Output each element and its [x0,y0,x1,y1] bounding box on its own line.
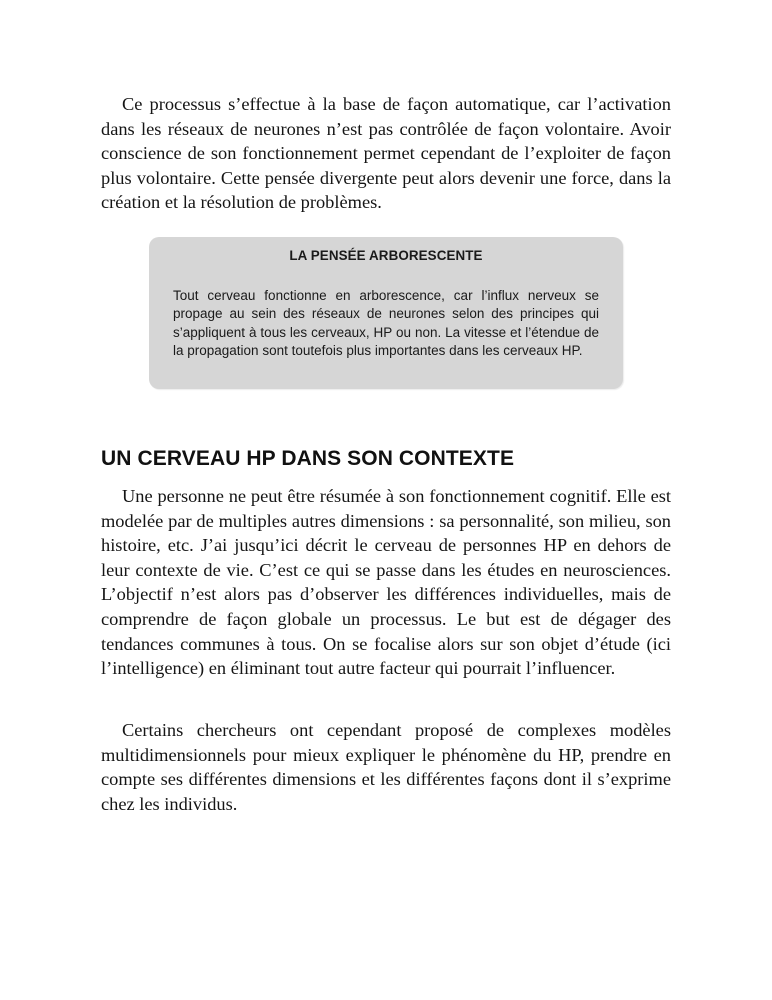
body-paragraph-3: Certains chercheurs ont cependant proposé de complexes modèles multidimensionnels pour mieux expliquer le phénomène du HP, prendre en compte ses différentes dimensions et les différentes façons dont il s’exprime chez les individus. [101,720,671,814]
info-box-text: Tout cerveau fonctionne en arborescence, car l’influx nerveux se propage au sein des réseaux de neurones selon des principes qui s’appliquent à tous les cerveaux, HP ou non. La vitesse et l’étendue de la propagation sont toutefois plus importantes dans les cerveaux HP. [173,288,599,359]
info-box [149,237,623,389]
info-box-title: LA PENSÉE ARBORESCENTE [289,248,483,263]
section-heading: UN CERVEAU HP DANS SON CONTEXTE [101,447,515,470]
body-paragraph-1: Ce processus s’effectue à la base de façon automatique, car l’activation dans les réseaux de neurones n’est pas contrôlée de façon volontaire. Avoir conscience de son fonctionnement permet cependant de l’exploiter de façon plus volontaire. Cette pensée divergente peut alors devenir une force, dans la création et la résolution de problèmes. [101,94,671,213]
body-paragraph-2: Une personne ne peut être résumée à son fonctionnement cognitif. Elle est modelée par de multiples autres dimensions : sa personnalité, son milieu, son histoire, etc. J’ai jusqu’ici décrit le cerveau de personnes HP en dehors de leur contexte de vie. C’est ce qui se passe dans les études en neurosciences. L’objectif n’est alors pas d’observer les différences individuelles, mais de comprendre de façon globale un processus. Le but est de dégager des tendances communes à tous. On se focalise alors sur son objet d’étude (ici l’intelligence) en éliminant tout autre facteur qui pourrait l’influencer. [101,486,671,679]
